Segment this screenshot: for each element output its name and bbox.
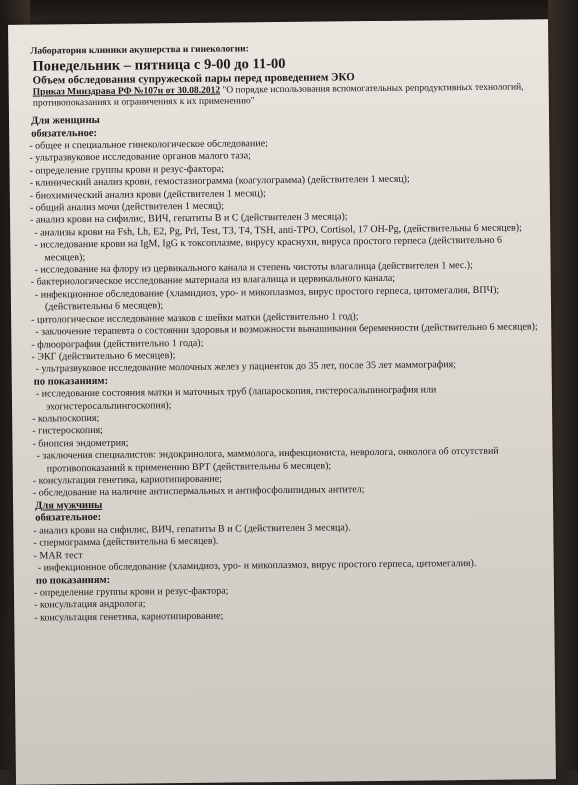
men-indications-list bbox=[28, 582, 544, 625]
list-item: - анализ крови на сифилис, ВИЧ, гепатиты В и С (действителен 3 месяца). bbox=[33, 522, 351, 537]
list-item: - обследование на наличие антиспермальных и антифосфолипидных антител; bbox=[32, 484, 365, 500]
list-item: - анализ крови на сифилис, ВИЧ, гепатиты В и С (действителен 3 месяца); bbox=[30, 211, 348, 227]
lab-name: Лаборатория клиники акушерства и гинекологии: bbox=[30, 44, 249, 57]
list-item: - инфекционное обследование (хламидиоз, уро- и микоплазмоз, вирус простого герпеса, цитомегалия, ВПЧ); (действительны 6 месяцев); bbox=[34, 284, 500, 313]
women-indications-list bbox=[26, 383, 543, 500]
women-heading: Для женщины bbox=[30, 114, 100, 127]
list-item: - консультация генетика, кариотипирование; bbox=[34, 610, 224, 624]
list-item: - ультразвуковое исследование молочных желез у пациенток до 35 лет, после 35 лет маммография; bbox=[35, 359, 456, 375]
list-item: - заключения специалистов: эндокринолога, маммолога, инфекциониста, невролога, онколога об отсутствий противопоказаний к применению ВРТ (действительны 6 месяцев); bbox=[36, 445, 499, 475]
list-item: - исследование крови на IgM, IgG к токсоплазме, вирусу краснухи, вируса простого герпеса (действительно 6 месяцев); bbox=[34, 234, 503, 264]
list-item: - заключение терапевта о состоянии здоровья и возможности вынашивания беременности (действительно 6 месяцев); bbox=[35, 321, 538, 338]
document-sheet bbox=[8, 19, 556, 785]
list-item: - ЭКГ (действительно 6 месяцев); bbox=[31, 350, 176, 363]
list-item: - флюорография (действительно 1 года); bbox=[31, 337, 204, 351]
men-mandatory-list bbox=[27, 520, 543, 575]
list-item: - клинический анализ крови, гемостазиограмма (коагулограмма) (действителен 1 месяц); bbox=[29, 173, 410, 189]
list-item: - определение группы крови и резус-фактора; bbox=[33, 585, 229, 599]
list-item: - MAR тест bbox=[33, 549, 83, 562]
list-item: - определение группы крови и резус-фактора; bbox=[29, 163, 225, 177]
list-item: - биопсия эндометрия; bbox=[32, 437, 129, 450]
men-indications-heading: по показаниям: bbox=[35, 574, 111, 587]
order-number: Приказ Минздрава РФ №107н от 30.08.2012 bbox=[32, 85, 221, 98]
list-item: - консультация генетика, кариотипирование; bbox=[32, 473, 222, 487]
men-mandatory-heading: обязательное: bbox=[35, 512, 102, 524]
document-content bbox=[22, 41, 544, 625]
list-item: - бактериологическое исследование материала из влагалища и цервикального канала; bbox=[30, 273, 396, 289]
list-item: - общее и специальное гинекологическое обследование; bbox=[29, 138, 268, 152]
women-mandatory-heading: обязательное: bbox=[31, 127, 98, 140]
list-item: - исследование на флору из цервикального канала и степень чистоты влагалища (действителен 1 мес.); bbox=[34, 260, 473, 276]
list-item: - биохимический анализ крови (действителен 1 месяц); bbox=[29, 187, 266, 202]
list-item: - ультразвуковое исследование органов малого таза; bbox=[29, 150, 251, 165]
list-item: - консультация андролога; bbox=[34, 598, 146, 612]
women-mandatory-list bbox=[23, 135, 541, 376]
list-item: - инфекционное обследование (хламидиоз, уро- и микоплазмоз, вирус простого герпеса, цитомегалия). bbox=[37, 558, 477, 574]
list-item: - цитологическое исследование мазков с шейки матки (действительно 1 год); bbox=[31, 310, 359, 326]
order-title: "О порядке использования вспомогательных репродуктивных технологий, противопоказаниях и ограничениях к их применению" bbox=[32, 82, 524, 109]
men-heading: Для мужчины bbox=[35, 499, 103, 512]
list-item: - кольпоскопия; bbox=[32, 412, 100, 425]
list-item: - анализы крови на Fsh, Lh, E2, Pg, Prl, Test, T3, T4, TSH, anti-TPO, Cortisol, 17 OH-Pg, (действительны 6 месяцев); bbox=[34, 222, 522, 239]
list-item: - гистероскопия; bbox=[32, 425, 104, 438]
list-item: - общий анализ мочи (действителен 1 месяц); bbox=[29, 200, 225, 214]
list-item: - исследование состояния матки и маточных труб (лапароскопия, гистеросальпинография или эхогистеросальпингоскопия); bbox=[35, 384, 437, 413]
working-hours: Понедельник – пятница с 9-00 до 11-00 bbox=[32, 55, 286, 75]
document-title: Объем обследования супружеской пары перед проведением ЭКО bbox=[32, 71, 355, 87]
list-item: - спермограмма (действительна 6 месяцев). bbox=[33, 535, 219, 549]
women-indications-heading: по показаниям: bbox=[33, 375, 109, 388]
